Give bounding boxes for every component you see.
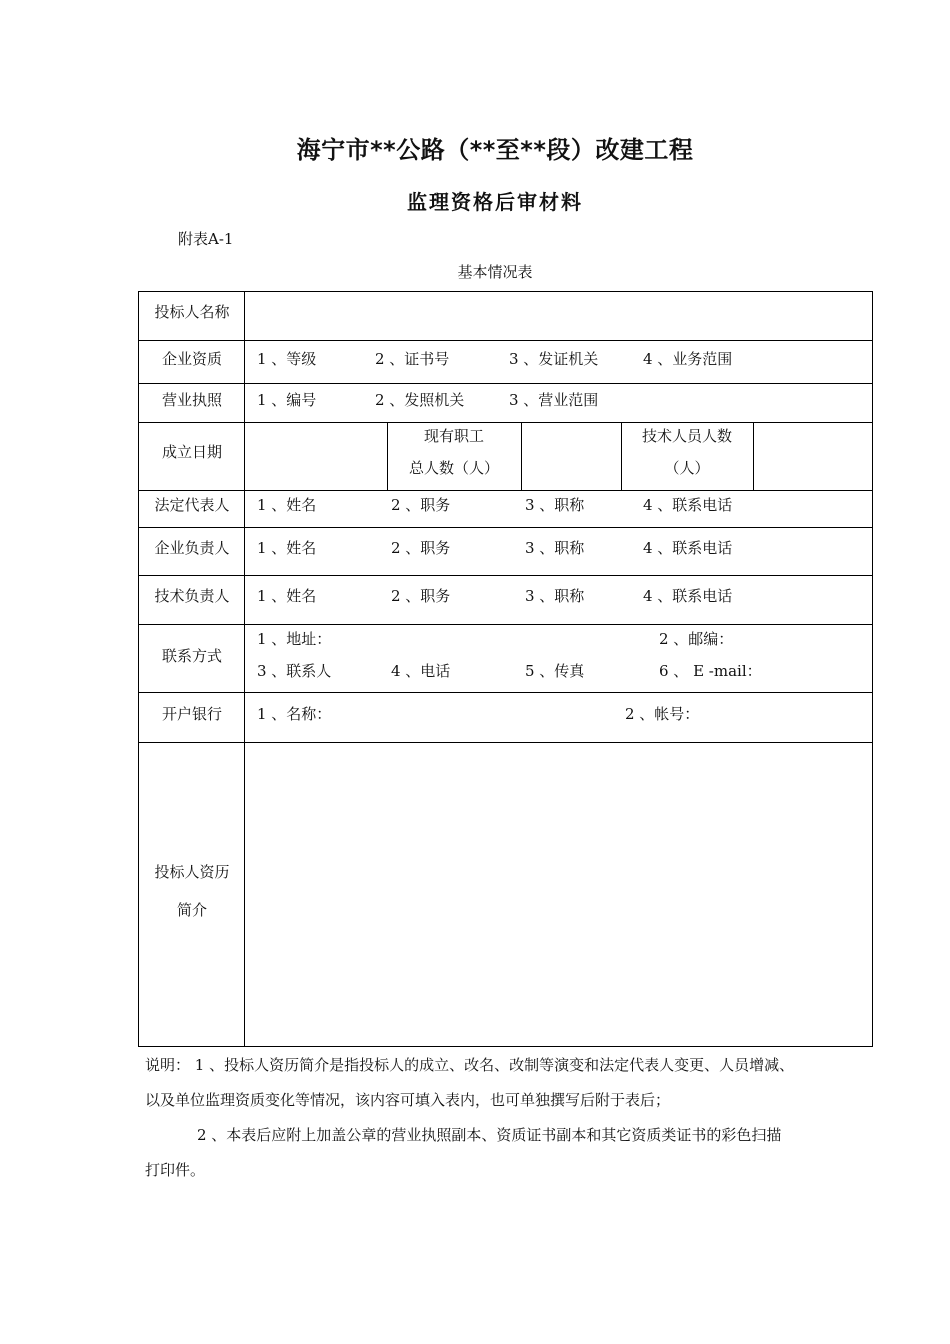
row-divider <box>139 527 872 528</box>
contact-email: 6 、 E -mail： <box>659 662 762 680</box>
contact-fax: 5 、传真 <box>525 662 585 680</box>
tech-lead-name: 1 、姓名 <box>257 587 317 605</box>
label-founded-date: 成立日期 <box>161 443 222 461</box>
license-number: 1 、编号 <box>257 391 317 409</box>
label-bidder-name: 投标人名称 <box>154 303 230 321</box>
contact-postcode: 2 、邮编： <box>659 630 734 648</box>
label-legal-representative: 法定代表人 <box>154 496 230 514</box>
document-subtitle: 监理资格后审材料 <box>407 190 583 214</box>
contact-phone: 4 、电话 <box>391 662 451 680</box>
row-divider <box>139 742 872 743</box>
label-manager: 企业负责人 <box>154 539 230 557</box>
license-issuer: 2 、发照机关 <box>375 391 465 409</box>
row-divider <box>139 490 872 491</box>
label-bank: 开户银行 <box>161 705 222 723</box>
table-title: 基本情况表 <box>457 263 533 281</box>
qualification-scope: 4 、业务范围 <box>643 350 733 368</box>
tech-staff-label-2: （人） <box>664 459 710 477</box>
note-line-3: 2 、本表后应附上加盖公章的营业执照副本、资质证书副本和其它资质类证书的彩色扫描 <box>197 1126 782 1144</box>
row-divider <box>139 624 872 625</box>
row-divider <box>139 422 872 423</box>
manager-position: 2 、职务 <box>391 539 451 557</box>
label-history-2: 简介 <box>176 901 207 919</box>
legal-rep-position: 2 、职务 <box>391 496 451 514</box>
tech-lead-position: 2 、职务 <box>391 587 451 605</box>
label-tech-lead: 技术负责人 <box>154 587 230 605</box>
cell-divider <box>753 422 754 490</box>
notes <box>145 1048 875 1188</box>
cell-divider <box>521 422 522 490</box>
row-divider <box>139 340 872 341</box>
staff-total-label-1: 现有职工 <box>423 427 484 445</box>
legal-rep-name: 1 、姓名 <box>257 496 317 514</box>
bank-account: 2 、帐号： <box>625 705 700 723</box>
row-divider <box>139 575 872 576</box>
contact-person: 3 、联系人 <box>257 662 332 680</box>
legal-rep-phone: 4 、联系电话 <box>643 496 733 514</box>
bank-name: 1 、名称： <box>257 705 332 723</box>
label-contact: 联系方式 <box>161 647 222 665</box>
row-divider <box>139 692 872 693</box>
manager-phone: 4 、联系电话 <box>643 539 733 557</box>
qualification-grade: 1 、等级 <box>257 350 317 368</box>
label-qualification: 企业资质 <box>161 350 222 368</box>
staff-total-label-2: 总人数（人） <box>408 459 499 477</box>
basic-info-table <box>138 291 873 1047</box>
legal-rep-title: 3 、职称 <box>525 496 585 514</box>
document-title: 海宁市**公路（**至**段）改建工程 <box>296 136 694 164</box>
row-divider <box>139 383 872 384</box>
manager-title: 3 、职称 <box>525 539 585 557</box>
contact-address: 1 、地址： <box>257 630 332 648</box>
label-license: 营业执照 <box>161 391 222 409</box>
qualification-issuer: 3 、发证机关 <box>509 350 599 368</box>
manager-name: 1 、姓名 <box>257 539 317 557</box>
tech-staff-label-1: 技术人员人数 <box>641 427 732 445</box>
qualification-cert-no: 2 、证书号 <box>375 350 450 368</box>
label-history-1: 投标人资历 <box>154 863 230 881</box>
note-line-4: 打印件。 <box>145 1161 206 1179</box>
appendix-label: 附表A-1 <box>178 230 234 248</box>
note-line-2: 以及单位监理资质变化等情况，该内容可填入表内，也可单独撰写后附于表后； <box>145 1091 671 1109</box>
note-line-1: 说明： 1 、投标人资历简介是指投标人的成立、改名、改制等演变和法定代表人变更、人员增减、 <box>145 1056 795 1074</box>
license-scope: 3 、营业范围 <box>509 391 599 409</box>
tech-lead-title: 3 、职称 <box>525 587 585 605</box>
tech-lead-phone: 4 、联系电话 <box>643 587 733 605</box>
